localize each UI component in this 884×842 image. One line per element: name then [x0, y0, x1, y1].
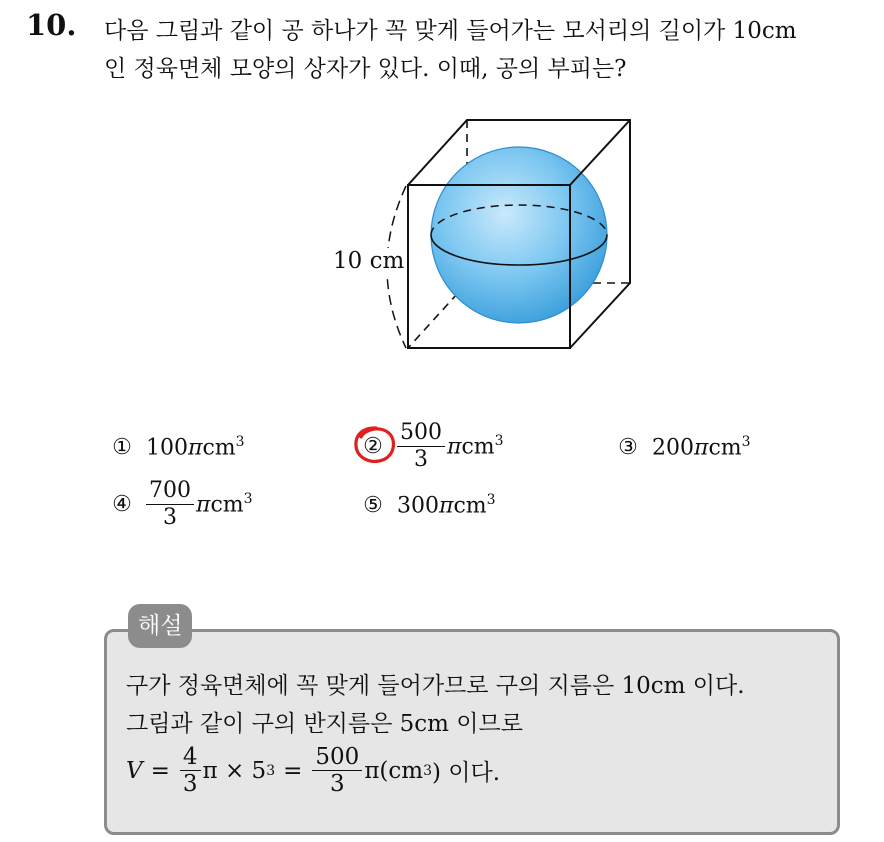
eq-mid: π × 5: [202, 757, 267, 784]
frac-denominator: 3: [414, 447, 428, 472]
question-text: [104, 12, 874, 88]
choice-exp: 3: [494, 433, 504, 450]
choice-marker: ④: [112, 492, 132, 517]
choice-unit: cm: [461, 434, 495, 460]
eq-tail-exp: 3: [423, 762, 433, 779]
choice-unit: cm: [453, 493, 487, 519]
solution-line-1: 구가 정육면체에 꼭 맞게 들어가므로 구의 지름은 10cm 이다.: [126, 673, 745, 699]
eq-tail: π(cm: [364, 757, 424, 784]
eq-tail-end: ) 이다.: [432, 760, 501, 786]
question-line-2: 인 정육면체 모양의 상자가 있다. 이때, 공의 부피는?: [104, 56, 627, 82]
choice-2[interactable]: ② $\frac{500}{3}$ πcm$^3$: [357, 420, 504, 473]
choice-value: 100: [146, 435, 188, 461]
choice-marker: ①: [112, 434, 132, 460]
frac-numerator: 500: [312, 744, 362, 771]
dimension-label: 10 cm: [333, 248, 405, 274]
solution-line-2: 그림과 같이 구의 반지름은 5cm 이므로: [126, 711, 523, 737]
choice-unit: cm: [210, 492, 244, 518]
choice-marker: ②: [363, 434, 383, 459]
choice-marker: ⑤: [363, 492, 383, 518]
question-number: 10.: [26, 8, 77, 42]
frac-denominator: 3: [163, 505, 177, 530]
frac-numerator: 4: [180, 744, 201, 771]
frac-numerator: 700: [146, 478, 194, 505]
frac-denominator: 3: [182, 771, 198, 797]
eq-fraction-2: [312, 744, 362, 797]
frac-denominator: 3: [330, 771, 345, 797]
choice-exp: 3: [741, 434, 751, 450]
choice-unit: cm: [202, 435, 236, 461]
solution-equation: V = $\frac{4}{3}$ π × 5 3 = $\frac{500}{3}$ π(cm 3 ) 이다.: [126, 744, 501, 797]
choice-value: 200: [652, 435, 694, 461]
choice-1[interactable]: ① 100πcm$^3$: [106, 434, 245, 460]
choice-3[interactable]: ③ 200πcm$^3$: [612, 434, 751, 460]
choice-fraction: [397, 420, 445, 473]
cube-sphere-figure: [320, 108, 640, 358]
solution-tab: 해설: [128, 604, 192, 648]
choice-unit: cm: [708, 435, 742, 461]
cube-top-right-edge: [570, 120, 630, 185]
frac-numerator: 500: [397, 420, 445, 447]
choice-marker: ③: [618, 434, 638, 460]
eq-fraction-1: [180, 744, 201, 797]
choice-exp: 3: [243, 491, 253, 508]
choice-fraction: [146, 478, 194, 531]
choice-exp: 3: [486, 492, 496, 508]
question-line-1: 다음 그림과 같이 공 하나가 꼭 맞게 들어가는 모서리의 길이가 10cm: [104, 18, 797, 44]
choice-5[interactable]: ⑤ 300πcm$^3$: [357, 492, 496, 518]
choice-value: 300: [397, 493, 439, 519]
choice-exp: 3: [235, 434, 245, 450]
eq-lhs: V: [126, 757, 143, 784]
eq-mid-exp: 3: [266, 762, 276, 779]
choice-4[interactable]: ④ $\frac{700}{3}$ πcm$^3$: [106, 478, 253, 531]
